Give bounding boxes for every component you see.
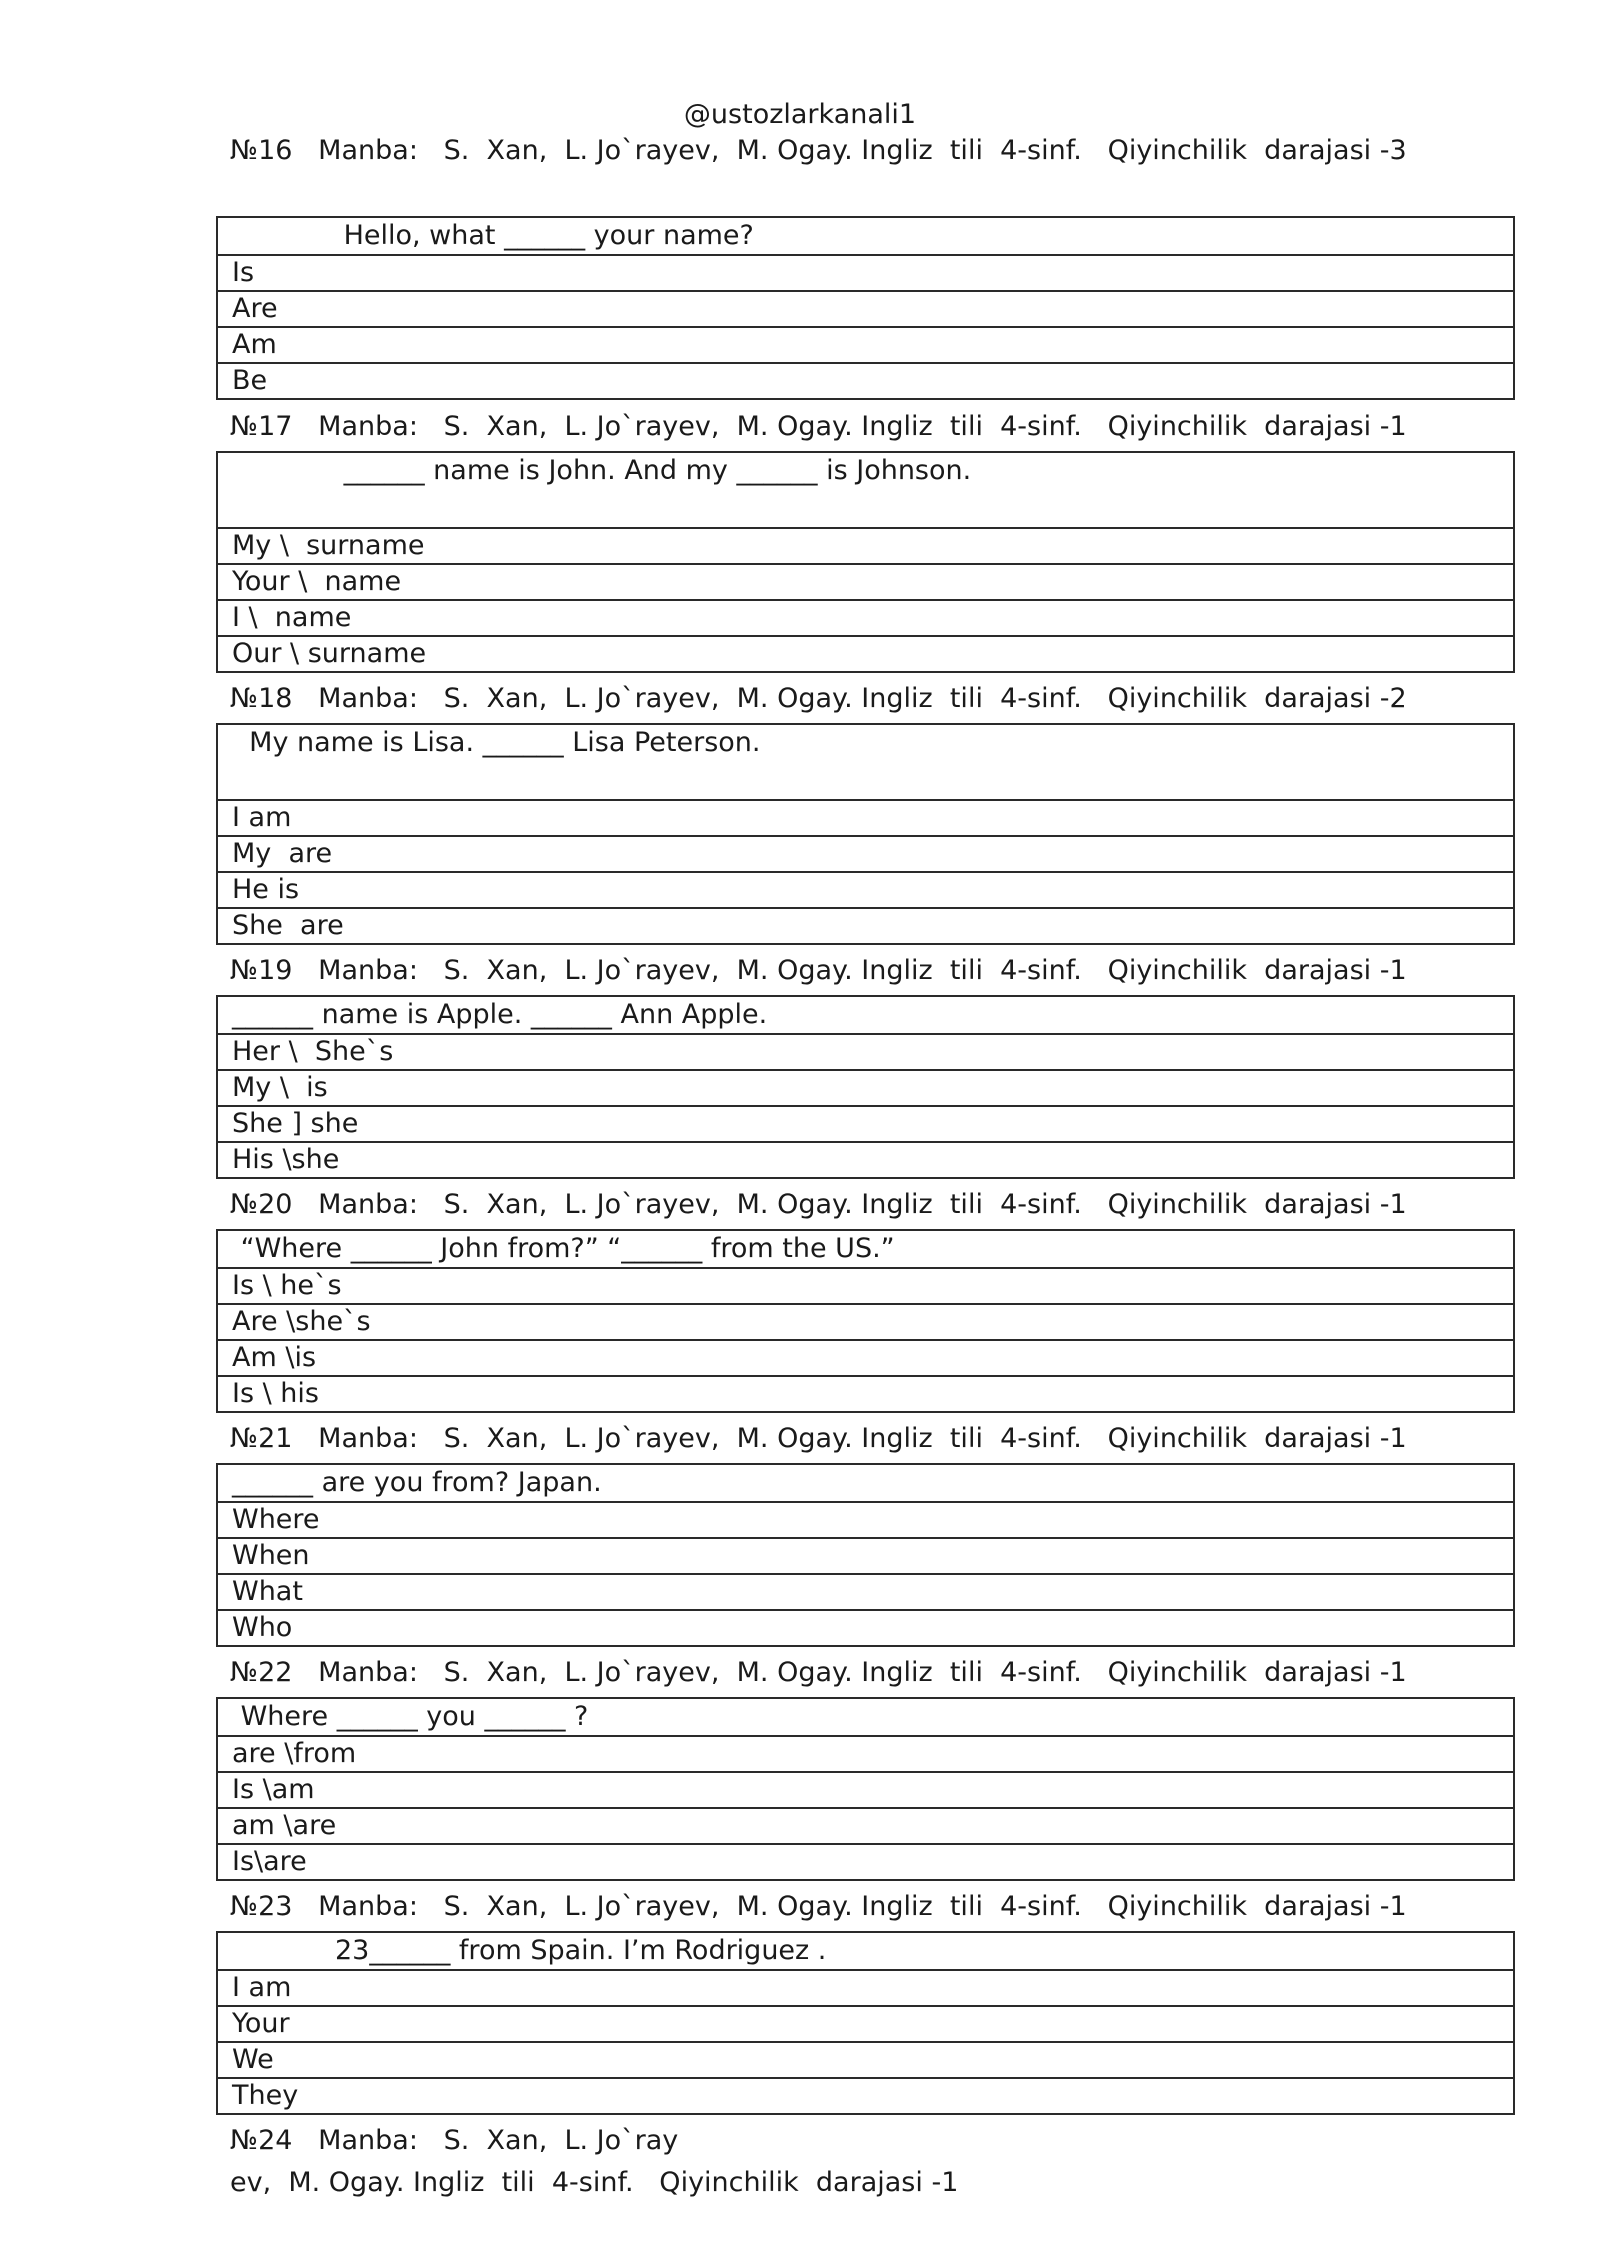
question-table-17 <box>216 451 1515 673</box>
question-table-18 <box>216 723 1515 945</box>
answer-option: His \she <box>217 1142 1514 1178</box>
answer-option: Is \ his <box>217 1376 1514 1412</box>
question-meta-17: №17 Manba: S. Xan, L. Jo`rayev, M. Ogay. Ingliz tili 4-sinf. Qiyinchilik darajasi -1 <box>230 411 1407 442</box>
answer-option: Where <box>217 1502 1514 1538</box>
question-text: Where ______ you ______ ? <box>217 1698 1514 1736</box>
answer-option: Your <box>217 2006 1514 2042</box>
answer-option: Our \ surname <box>217 636 1514 672</box>
answer-option: What <box>217 1574 1514 1610</box>
answer-option: He is <box>217 872 1514 908</box>
question-meta-20: №20 Manba: S. Xan, L. Jo`rayev, M. Ogay. Ingliz tili 4-sinf. Qiyinchilik darajasi -1 <box>230 1189 1407 1220</box>
question-meta-22: №22 Manba: S. Xan, L. Jo`rayev, M. Ogay. Ingliz tili 4-sinf. Qiyinchilik darajasi -1 <box>230 1657 1407 1688</box>
answer-option: Is \ he`s <box>217 1268 1514 1304</box>
answer-option: I \ name <box>217 600 1514 636</box>
answer-option: My \ surname <box>217 528 1514 564</box>
question-table-16 <box>216 216 1515 400</box>
question-text: 23______ from Spain. I’m Rodriguez . <box>217 1932 1514 1970</box>
question-meta-24: №24 Manba: S. Xan, L. Jo`ray <box>230 2125 679 2156</box>
answer-option: We <box>217 2042 1514 2078</box>
answer-option: She ] she <box>217 1106 1514 1142</box>
answer-option: are \from <box>217 1736 1514 1772</box>
answer-option: Her \ She`s <box>217 1034 1514 1070</box>
question-meta-21: №21 Manba: S. Xan, L. Jo`rayev, M. Ogay. Ingliz tili 4-sinf. Qiyinchilik darajasi -1 <box>230 1423 1407 1454</box>
question-meta-16: №16 Manba: S. Xan, L. Jo`rayev, M. Ogay. Ingliz tili 4-sinf. Qiyinchilik darajasi -3 <box>230 135 1407 166</box>
answer-option: Is\are <box>217 1844 1514 1880</box>
question-meta-23: №23 Manba: S. Xan, L. Jo`rayev, M. Ogay. Ingliz tili 4-sinf. Qiyinchilik darajasi -1 <box>230 1891 1407 1922</box>
answer-option: Are <box>217 291 1514 327</box>
answer-option: My are <box>217 836 1514 872</box>
answer-option: My \ is <box>217 1070 1514 1106</box>
answer-option: They <box>217 2078 1514 2114</box>
channel-header: @ustozlarkanali1 <box>683 99 917 130</box>
answer-option: Who <box>217 1610 1514 1646</box>
answer-option: When <box>217 1538 1514 1574</box>
answer-option: Is \am <box>217 1772 1514 1808</box>
answer-option: Is <box>217 255 1514 291</box>
question-text: “Where ______ John from?” “______ from the US.” <box>217 1230 1514 1268</box>
answer-option: Am <box>217 327 1514 363</box>
answer-option: Your \ name <box>217 564 1514 600</box>
answer-option: I am <box>217 800 1514 836</box>
question-text: My name is Lisa. ______ Lisa Peterson. <box>217 724 1514 800</box>
question-text: ______ name is John. And my ______ is Johnson. <box>217 452 1514 528</box>
question-table-22 <box>216 1697 1515 1881</box>
answer-option: Are \she`s <box>217 1304 1514 1340</box>
answer-option: She are <box>217 908 1514 944</box>
question-text: Hello, what ______ your name? <box>217 217 1514 255</box>
question-meta-19: №19 Manba: S. Xan, L. Jo`rayev, M. Ogay. Ingliz tili 4-sinf. Qiyinchilik darajasi -1 <box>230 955 1407 986</box>
question-table-21 <box>216 1463 1515 1647</box>
question-meta-18: №18 Manba: S. Xan, L. Jo`rayev, M. Ogay. Ingliz tili 4-sinf. Qiyinchilik darajasi -2 <box>230 683 1407 714</box>
question-table-23 <box>216 1931 1515 2115</box>
answer-option: Am \is <box>217 1340 1514 1376</box>
question-meta-24-continued: ev, M. Ogay. Ingliz tili 4-sinf. Qiyinchilik darajasi -1 <box>230 2167 959 2198</box>
question-table-19 <box>216 995 1515 1179</box>
answer-option: Be <box>217 363 1514 399</box>
answer-option: I am <box>217 1970 1514 2006</box>
question-table-20 <box>216 1229 1515 1413</box>
question-text: ______ name is Apple. ______ Ann Apple. <box>217 996 1514 1034</box>
answer-option: am \are <box>217 1808 1514 1844</box>
question-text: ______ are you from? Japan. <box>217 1464 1514 1502</box>
